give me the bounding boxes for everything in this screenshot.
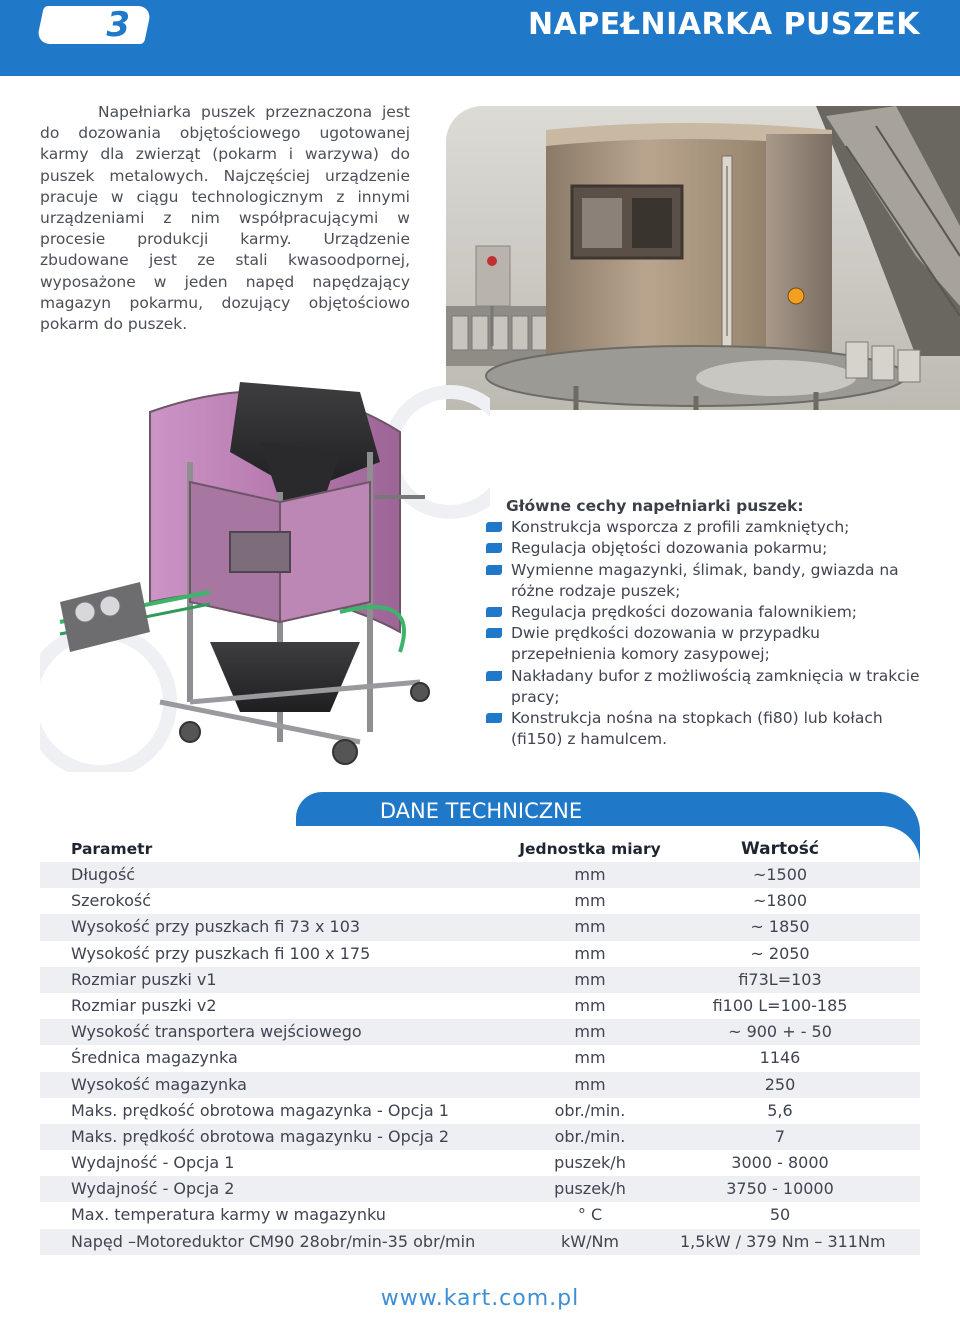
row-unit: mm: [574, 1022, 606, 1042]
table-row: [40, 941, 920, 967]
section-number: 3: [106, 5, 130, 45]
row-unit: obr./min.: [554, 1100, 626, 1120]
row-value: fi73L=103: [738, 969, 822, 989]
table-row: [40, 993, 920, 1019]
feature-item: Konstrukcja wsporcza z profili zamkniętych;: [486, 517, 926, 538]
header-unit: Jednostka miary: [519, 840, 661, 858]
features-block: [486, 496, 926, 750]
row-value: 3750 - 10000: [726, 1179, 834, 1199]
row-unit: mm: [574, 891, 606, 911]
row-param: Wysokość magazynka: [71, 1074, 247, 1094]
website-link[interactable]: www.kart.com.pl: [380, 1286, 580, 1311]
tech-table: [40, 836, 920, 1255]
feature-item: Regulacja objętości dozowania pokarmu;: [486, 538, 926, 559]
section-badge: [36, 6, 152, 44]
row-value: 5,6: [767, 1100, 793, 1120]
row-param: Długość: [71, 865, 136, 884]
table-row: [40, 1124, 920, 1150]
table-row: [40, 1229, 920, 1255]
feature-item: Dwie prędkości dozowania w przypadku przepełnienia komory zasypowej;: [486, 623, 926, 665]
row-unit: obr./min.: [554, 1126, 626, 1146]
feature-item: Nakładany bufor z możliwością zamknięcia w trakcie pracy;: [486, 666, 926, 708]
row-param: Rozmiar puszki v2: [71, 995, 217, 1015]
table-row: [40, 914, 920, 940]
table-row: [40, 1072, 920, 1098]
row-value: 50: [769, 1205, 791, 1225]
row-param: Max. temperatura karmy w magazynku: [71, 1205, 386, 1225]
row-value: 1,5kW / 379 Nm – 311Nm: [680, 1231, 886, 1251]
row-unit: puszek/h: [554, 1179, 626, 1199]
row-unit: mm: [574, 995, 606, 1015]
machine-render: [40, 372, 490, 772]
table-row: [40, 862, 920, 888]
row-value: ~1800: [752, 891, 808, 911]
intro-paragraph: Napełniarka puszek przeznaczona jest do dozowania objętościowego ugotowanej karmy dla zwierząt (pokarm i warzywa) do puszek metalowych. Najczęściej urządzenie pracuje w ciągu technologicznym z innymi urządzeniami z nim współpracującymi w procesie produkcji karmy. Urządzenie zbudowane jest ze stali kwasoodpornej, wyposażone w jeden napęd napędzający magazyn pokarmu, dozujący objętościowo pokarm do puszek.: [40, 103, 410, 334]
table-row: [40, 1019, 920, 1045]
feature-item: Regulacja prędkości dozowania falownikiem;: [486, 602, 926, 623]
table-row: [40, 1176, 920, 1202]
row-unit: puszek/h: [554, 1153, 626, 1173]
row-param: Napęd –Motoreduktor CM90 28obr/min-35 obr/min: [71, 1231, 476, 1251]
feature-item: Wymienne magazynki, ślimak, bandy, gwiazda na różne rodzaje puszek;: [486, 560, 926, 602]
features-list: [486, 517, 926, 750]
header-param: Parametr: [71, 840, 153, 858]
table-row: [40, 1098, 920, 1124]
row-value: ~1500: [752, 865, 808, 884]
row-unit: mm: [574, 865, 606, 884]
table-header-row: [40, 836, 920, 862]
row-unit: mm: [574, 1074, 606, 1094]
row-param: Wydajność - Opcja 2: [71, 1179, 235, 1199]
table-row: [40, 888, 920, 914]
row-value: 250: [764, 1074, 796, 1094]
row-param: Średnica magazynka: [71, 1048, 238, 1068]
header-value: Wartość: [740, 839, 819, 859]
machine-photo: [446, 106, 960, 410]
row-unit: mm: [574, 1048, 606, 1068]
features-title: Główne cechy napełniarki puszek:: [506, 497, 804, 515]
row-param: Wydajność - Opcja 1: [71, 1153, 235, 1173]
row-value: ~ 2050: [750, 943, 810, 963]
row-unit: kW/Nm: [560, 1231, 620, 1251]
row-param: Maks. prędkość obrotowa magazynka - Opcja 1: [71, 1100, 449, 1120]
row-value: ~ 1850: [750, 917, 810, 937]
row-unit: mm: [574, 943, 606, 963]
row-param: Szerokość: [71, 891, 152, 911]
page-title: NAPEŁNIARKA PUSZEK: [527, 7, 920, 42]
row-value: fi100 L=100-185: [712, 995, 848, 1015]
row-unit: mm: [574, 917, 606, 937]
row-value: 1146: [759, 1048, 801, 1068]
row-value: 7: [774, 1126, 786, 1146]
row-value: ~ 900 + - 50: [728, 1022, 832, 1042]
row-param: Wysokość transportera wejściowego: [71, 1022, 362, 1042]
row-param: Wysokość przy puszkach fi 100 x 175: [71, 943, 371, 963]
tech-section-title: DANE TECHNICZNE: [379, 799, 583, 823]
header-band: [0, 0, 960, 76]
row-param: Rozmiar puszki v1: [71, 969, 217, 989]
table-row: [40, 1150, 920, 1176]
row-param: Maks. prędkość obrotowa magazynku - Opcja 2: [71, 1126, 450, 1146]
feature-item: Konstrukcja nośna na stopkach (fi80) lub kołach (fi150) z hamulcem.: [486, 708, 926, 750]
table-row: [40, 967, 920, 993]
table-row: [40, 1045, 920, 1071]
row-value: 3000 - 8000: [731, 1153, 829, 1173]
row-unit: mm: [574, 969, 606, 989]
table-row: [40, 1202, 920, 1228]
row-param: Wysokość przy puszkach fi 73 x 103: [71, 917, 361, 937]
row-unit: ° C: [577, 1205, 603, 1225]
